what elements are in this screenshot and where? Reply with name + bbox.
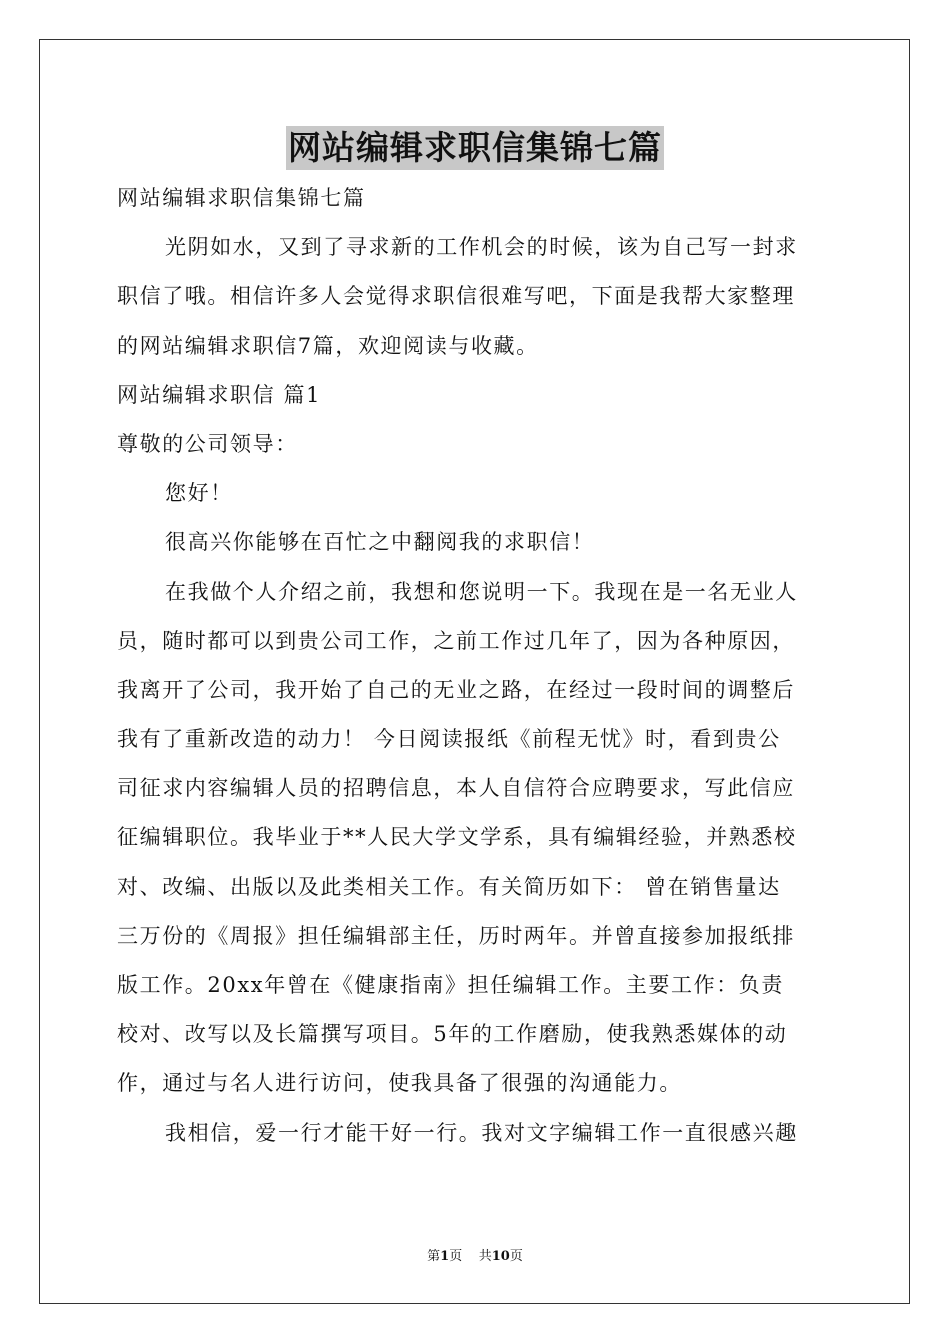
page-number-prefix: 第: [427, 1249, 441, 1264]
text-line: 我离开了公司，我开始了自己的无业之路，在经过一段时间的调整后: [117, 677, 795, 702]
text-line: 光阴如水，又到了寻求新的工作机会的时候，该为自己写一封求: [165, 235, 798, 260]
text-line: 作，通过与名人进行访问，使我具备了很强的沟通能力。: [117, 1071, 682, 1096]
text-line: 员，随时都可以到贵公司工作，之前工作过几年了，因为各种原因，: [117, 628, 795, 653]
text-line: 对、改编、出版以及此类相关工作。有关简历如下： 曾在销售量达: [117, 874, 781, 899]
page-total: 10: [491, 1249, 510, 1264]
document-body: [117, 174, 835, 1158]
text-line: 版工作。20xx年曾在《健康指南》担任编辑工作。主要工作：负责: [117, 973, 785, 997]
text-line: 校对、改写以及长篇撰写项目。5年的工作磨励，使我熟悉媒体的动: [117, 1022, 788, 1047]
title-area: [0, 126, 950, 170]
text-line: 的网站编辑求职信7篇，欢迎阅读与收藏。: [117, 333, 539, 358]
page-footer: [0, 1248, 950, 1266]
text-line: 尊敬的公司领导：: [117, 431, 298, 456]
text-line: 在我做个人介绍之前，我想和您说明一下。我现在是一名无业人: [165, 579, 798, 604]
page-total-suffix: 页: [509, 1249, 523, 1264]
text-line: 很高兴你能够在百忙之中翻阅我的求职信！: [165, 530, 595, 555]
text-line: 征编辑职位。我毕业于**人民大学文学系，具有编辑经验，并熟悉校: [117, 825, 797, 850]
text-line: 司征求内容编辑人员的招聘信息，本人自信符合应聘要求，写此信应: [117, 776, 795, 801]
text-line: 网站编辑求职信集锦七篇: [117, 186, 366, 210]
text-line: 三万份的《周报》担任编辑部主任，历时两年。并曾直接参加报纸排: [117, 923, 795, 948]
text-line: 我有了重新改造的动力！ 今日阅读报纸《前程无忧》时，看到贵公: [117, 727, 781, 752]
page-number-current: 1: [440, 1249, 450, 1264]
text-line: 我相信，爱一行才能干好一行。我对文字编辑工作一直很感兴趣: [165, 1120, 798, 1145]
document-title: 网站编辑求职信集锦七篇: [286, 126, 664, 170]
page-number-suffix: 页: [449, 1249, 463, 1264]
text-line: 职信了哦。相信许多人会觉得求职信很难写吧，下面是我帮大家整理: [117, 284, 795, 309]
page-total-prefix: 共: [478, 1249, 492, 1264]
text-line: 您好！: [165, 481, 233, 506]
text-line: 网站编辑求职信 篇1: [117, 382, 322, 407]
